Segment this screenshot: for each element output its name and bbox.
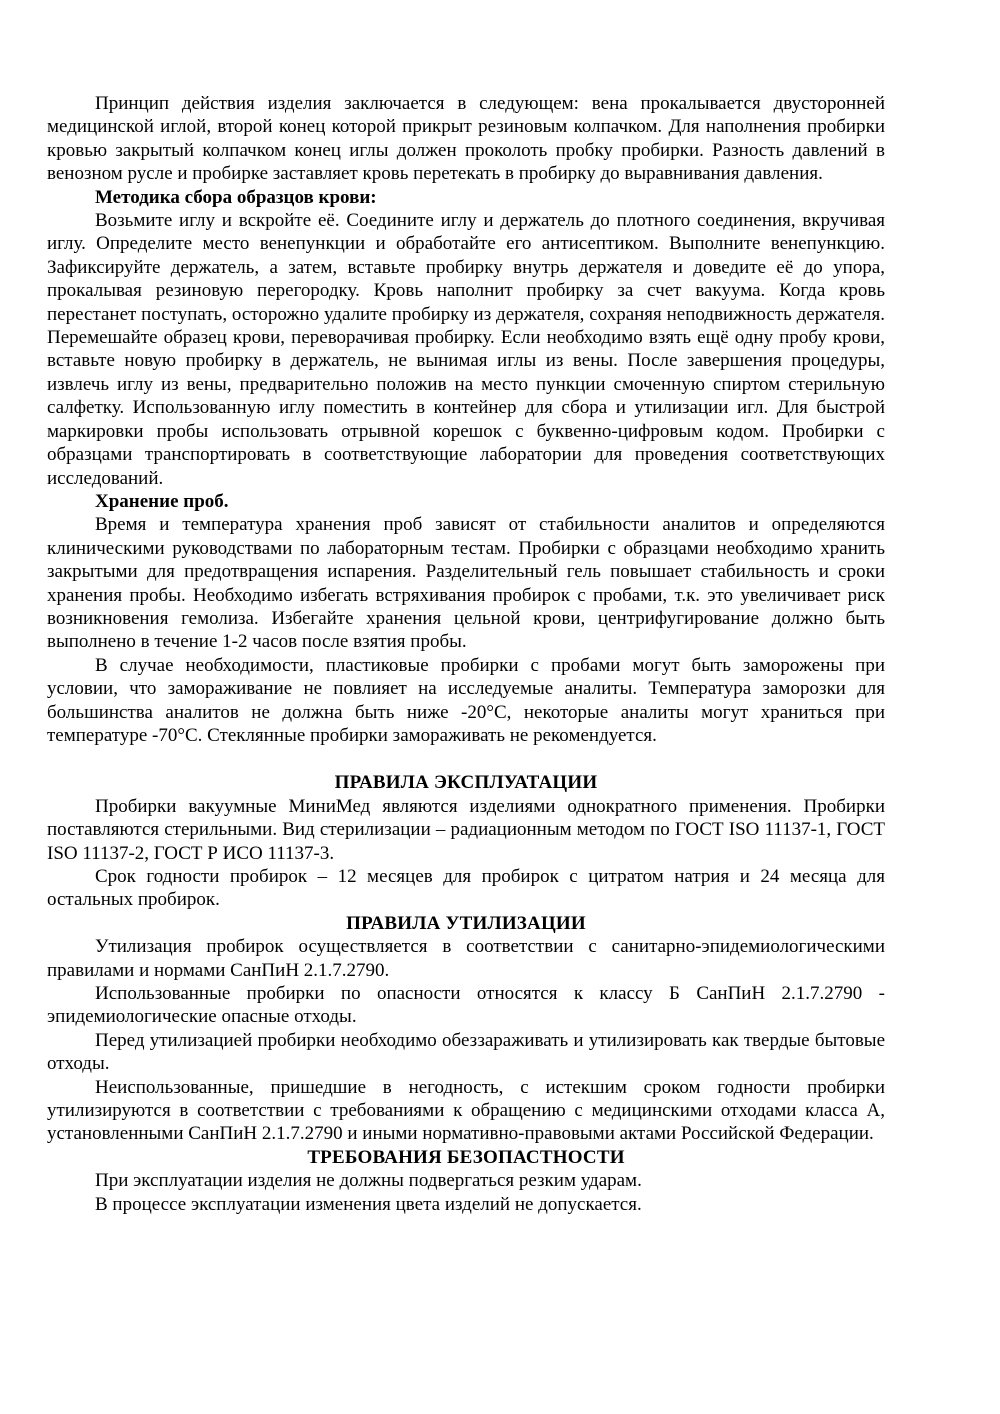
shelf-life-paragraph: Срок годности пробирок – 12 месяцев для пробирок с цитратом натрия и 24 месяца для остальных пробирок.: [47, 866, 885, 911]
safety-requirements-heading: ТРЕБОВАНИЯ БЕЗОПАСТНОСТИ: [307, 1146, 625, 1168]
decontamination-paragraph: Перед утилизацией пробирки необходимо обеззараживать и утилизировать как твердые бытовые отходы.: [47, 1029, 885, 1075]
unused-tubes-paragraph: Неиспользованные, пришедшие в негодность, с истекшим сроком годности пробирки утилизируются в соответствии с требованиями к обращению с медицинскими отходами класса А, установленными СанПиН 2.1.7.2790 и иными нормативно-правовыми актами Российской Федерации.: [47, 1076, 885, 1145]
color-change-paragraph: В процессе эксплуатации изменения цвета изделий не допускается.: [95, 1193, 642, 1215]
sample-storage-subheading: Хранение проб.: [95, 490, 229, 512]
operation-rules-heading: ПРАВИЛА ЭКСПЛУАТАЦИИ: [334, 772, 598, 794]
freezing-paragraph: В случае необходимости, пластиковые пробирки с пробами могут быть заморожены при условии, что замораживание не повлияет на исследуемые аналиты. Температура заморозки для большинства аналитов не должна быть ниже -20°С, некоторые аналиты могут храниться при температуре -70°С. Стеклянные пробирки замораживать не рекомендуется.: [47, 654, 885, 746]
sterilization-paragraph: Пробирки вакуумные МиниМед являются изделиями однократного применения. Пробирки поставляются стерильными. Вид стерилизации – радиационным методом по ГОСТ ISO 11137-1, ГОСТ ISO 11137-2, ГОСТ Р ИСО 11137-3.: [47, 795, 885, 864]
principle-paragraph: Принцип действия изделия заключается в следующем: вена прокалывается двусторонней медицинской иглой, второй конец которой прикрыт резиновым колпачком. Для наполнения пробирки кровью закрытый колпачком конец иглы должен проколоть пробку пробирки. Разность давлений в венозном русле и пробирке заставляет кровь перетекать в пробирку до выравнивания давления.: [47, 93, 885, 185]
storage-conditions-paragraph: Время и температура хранения проб зависят от стабильности аналитов и определяются клиническими руководствами по лабораторным тестам. Пробирки с образцами необходимо хранить закрытыми для предотвращения испарения. Разделительный гель повышает стабильность и сроки хранения пробы. Необходимо избегать встряхивания пробирок с пробами, т.к. это увеличивает риск возникновения гемолиза. Избегайте хранения цельной крови, центрифугирование должно быть выполнено в течение 1-2 часов после взятия пробы.: [47, 514, 885, 653]
collection-method-paragraph: Возьмите иглу и вскройте её. Соедините иглу и держатель до плотного соединения, вкручивая иглу. Определите место венепункции и обработайте его антисептиком. Выполните венепункцию. Зафиксируйте держатель, а затем, вставьте пробирку внутрь держателя и доведите её до упора, прокалывая резиновую перегородку. Кровь наполнит пробирку за счет вакуума. Когда кровь перестанет поступать, осторожно удалите пробирку из держателя, сохраняя неподвижность держателя. Перемешайте образец крови, переворачивая пробирку. Если необходимо взять ещё одну пробу крови, вставьте новую пробирку в держатель, не вынимая иглы из вены. После завершения процедуры, извлечь иглу из вены, предварительно положив на место пункции смоченную спиртом стерильную салфетку. Использованную иглу поместить в контейнер для сбора и утилизации игл. Для быстрой маркировки пробы использовать отрывной корешок с буквенно-цифровым кодом. Пробирки с образцами транспортировать в соответствующие лаборатории для проведения соответствующих исследований.: [47, 210, 885, 489]
used-tubes-class-paragraph: Использованные пробирки по опасности относятся к классу Б СанПиН 2.1.7.2790 - эпидемиологические опасные отходы.: [47, 983, 885, 1028]
collection-method-subheading: Методика сбора образцов крови:: [95, 186, 377, 208]
impact-warning-paragraph: При эксплуатации изделия не должны подвергаться резким ударам.: [95, 1170, 642, 1192]
disposal-rules-heading: ПРАВИЛА УТИЛИЗАЦИИ: [346, 912, 586, 934]
disposal-sanpin-paragraph: Утилизация пробирок осуществляется в соответствии с санитарно-эпидемиологическими правилами и нормами СанПиН 2.1.7.2790.: [47, 936, 885, 981]
